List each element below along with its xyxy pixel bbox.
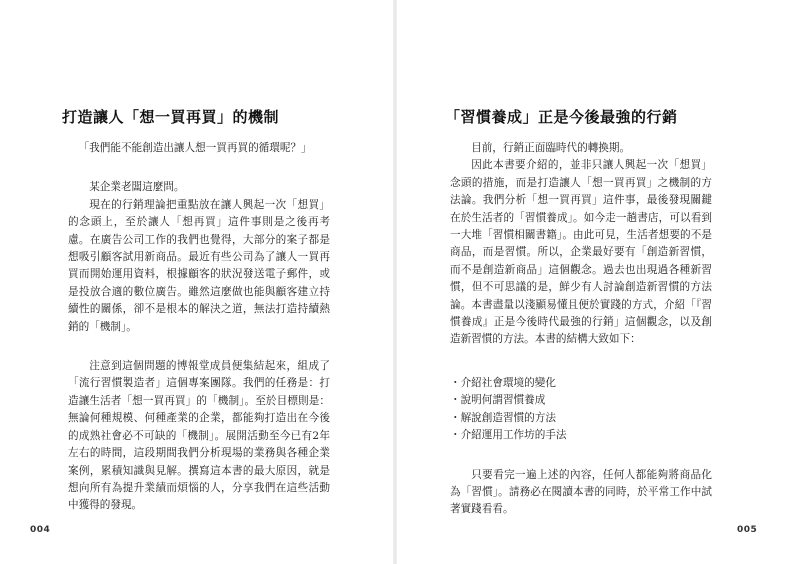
right-paragraph-1: 目前，行銷正面臨時代的轉換期。 bbox=[471, 142, 631, 154]
left-paragraph-3: 注意到這個問題的博報堂成員便集結起來，組成了「流行習慣製造者」這個專案團隊。我們的任務是：打造讓生活者「想一買再買」的「機制」。至於目標則是：無論何種規模、何種產業的企業，都能夠打造出在今後的成熟社會必不可缺的「機制」。展開活動至今已有2年左右的時間，這段期間我們分析現場的業務與各種企業案例，累積知識與見解。撰寫這本書的最大原因，就是想向所有為提升業績而煩惱的人，分享我們在這些活動中獲得的發現。 bbox=[68, 360, 330, 512]
left-page-body bbox=[68, 140, 330, 515]
page-number-right: 005 bbox=[737, 525, 758, 535]
left-quote: 「我們能不能創造出讓人想一買再買的循環呢？」 bbox=[78, 142, 312, 154]
structure-list bbox=[450, 375, 712, 445]
list-item: ・說明何謂習慣養成 bbox=[450, 394, 546, 407]
list-item: ・解說創造習慣的方法 bbox=[450, 411, 556, 424]
list-item: ・介紹社會環境的變化 bbox=[450, 376, 556, 389]
right-page-heading: 「習慣養成」正是今後最強的行銷 bbox=[445, 108, 678, 126]
left-paragraph-1: 某企業老闆這麼問。 bbox=[89, 181, 185, 194]
page-number-left: 004 bbox=[30, 525, 51, 535]
list-item: ・介紹運用工作坊的手法 bbox=[450, 429, 567, 442]
right-page-body bbox=[450, 140, 712, 519]
left-paragraph-2: 現在的行銷理論把重點放在讓人興起一次「想買」的念頭上，至於讓人「想再買」這件事則是之後再考慮。在廣告公司工作的我們也覺得，大部分的案子都是想吸引顧客試用新商品。最近有些公司為了讓人一買再買而開始運用資料，根據顧客的狀況發送電子郵件，或是投放合適的數位廣告。雖然這麼做也能與顧客建立持續性的關係，卻不是根本的解決之道，無法打造持續熱銷的「機制」。 bbox=[68, 198, 330, 333]
right-closing-paragraph: 只要看完一遍上述的內容，任何人都能夠將商品化為「習慣」。請務必在閱讀本書的同時，於平常工作中試著實踐看看。 bbox=[450, 468, 712, 516]
left-page-heading: 打造讓人「想一買再買」的機制 bbox=[62, 108, 280, 126]
right-paragraph-2: 因此本書要介紹的，並非只讓人興起一次「想買」念頭的措施，而是打造讓人「想一買再買」之機制的方法論。我們分析「想一買再買」這件事，最後發現關鍵在於生活者的「習慣養成」。如今走一趟書店，可以看到一大堆「習慣相關書籍」。由此可見，生活者想要的不是商品，而是習慣。所以，企業最好要有「創造新習慣，而不是創造新商品」這個觀念。過去也出現過各種新習慣，但不可思議的是，鮮少有人討論創造新習慣的方法論。本書盡量以淺顯易懂且便於實踐的方式，介紹「『習慣養成』正是今後時代最強的行銷」這個觀念，以及創造新習慣的方法。本書的結構大致如下： bbox=[450, 159, 712, 346]
right-page bbox=[395, 0, 790, 564]
